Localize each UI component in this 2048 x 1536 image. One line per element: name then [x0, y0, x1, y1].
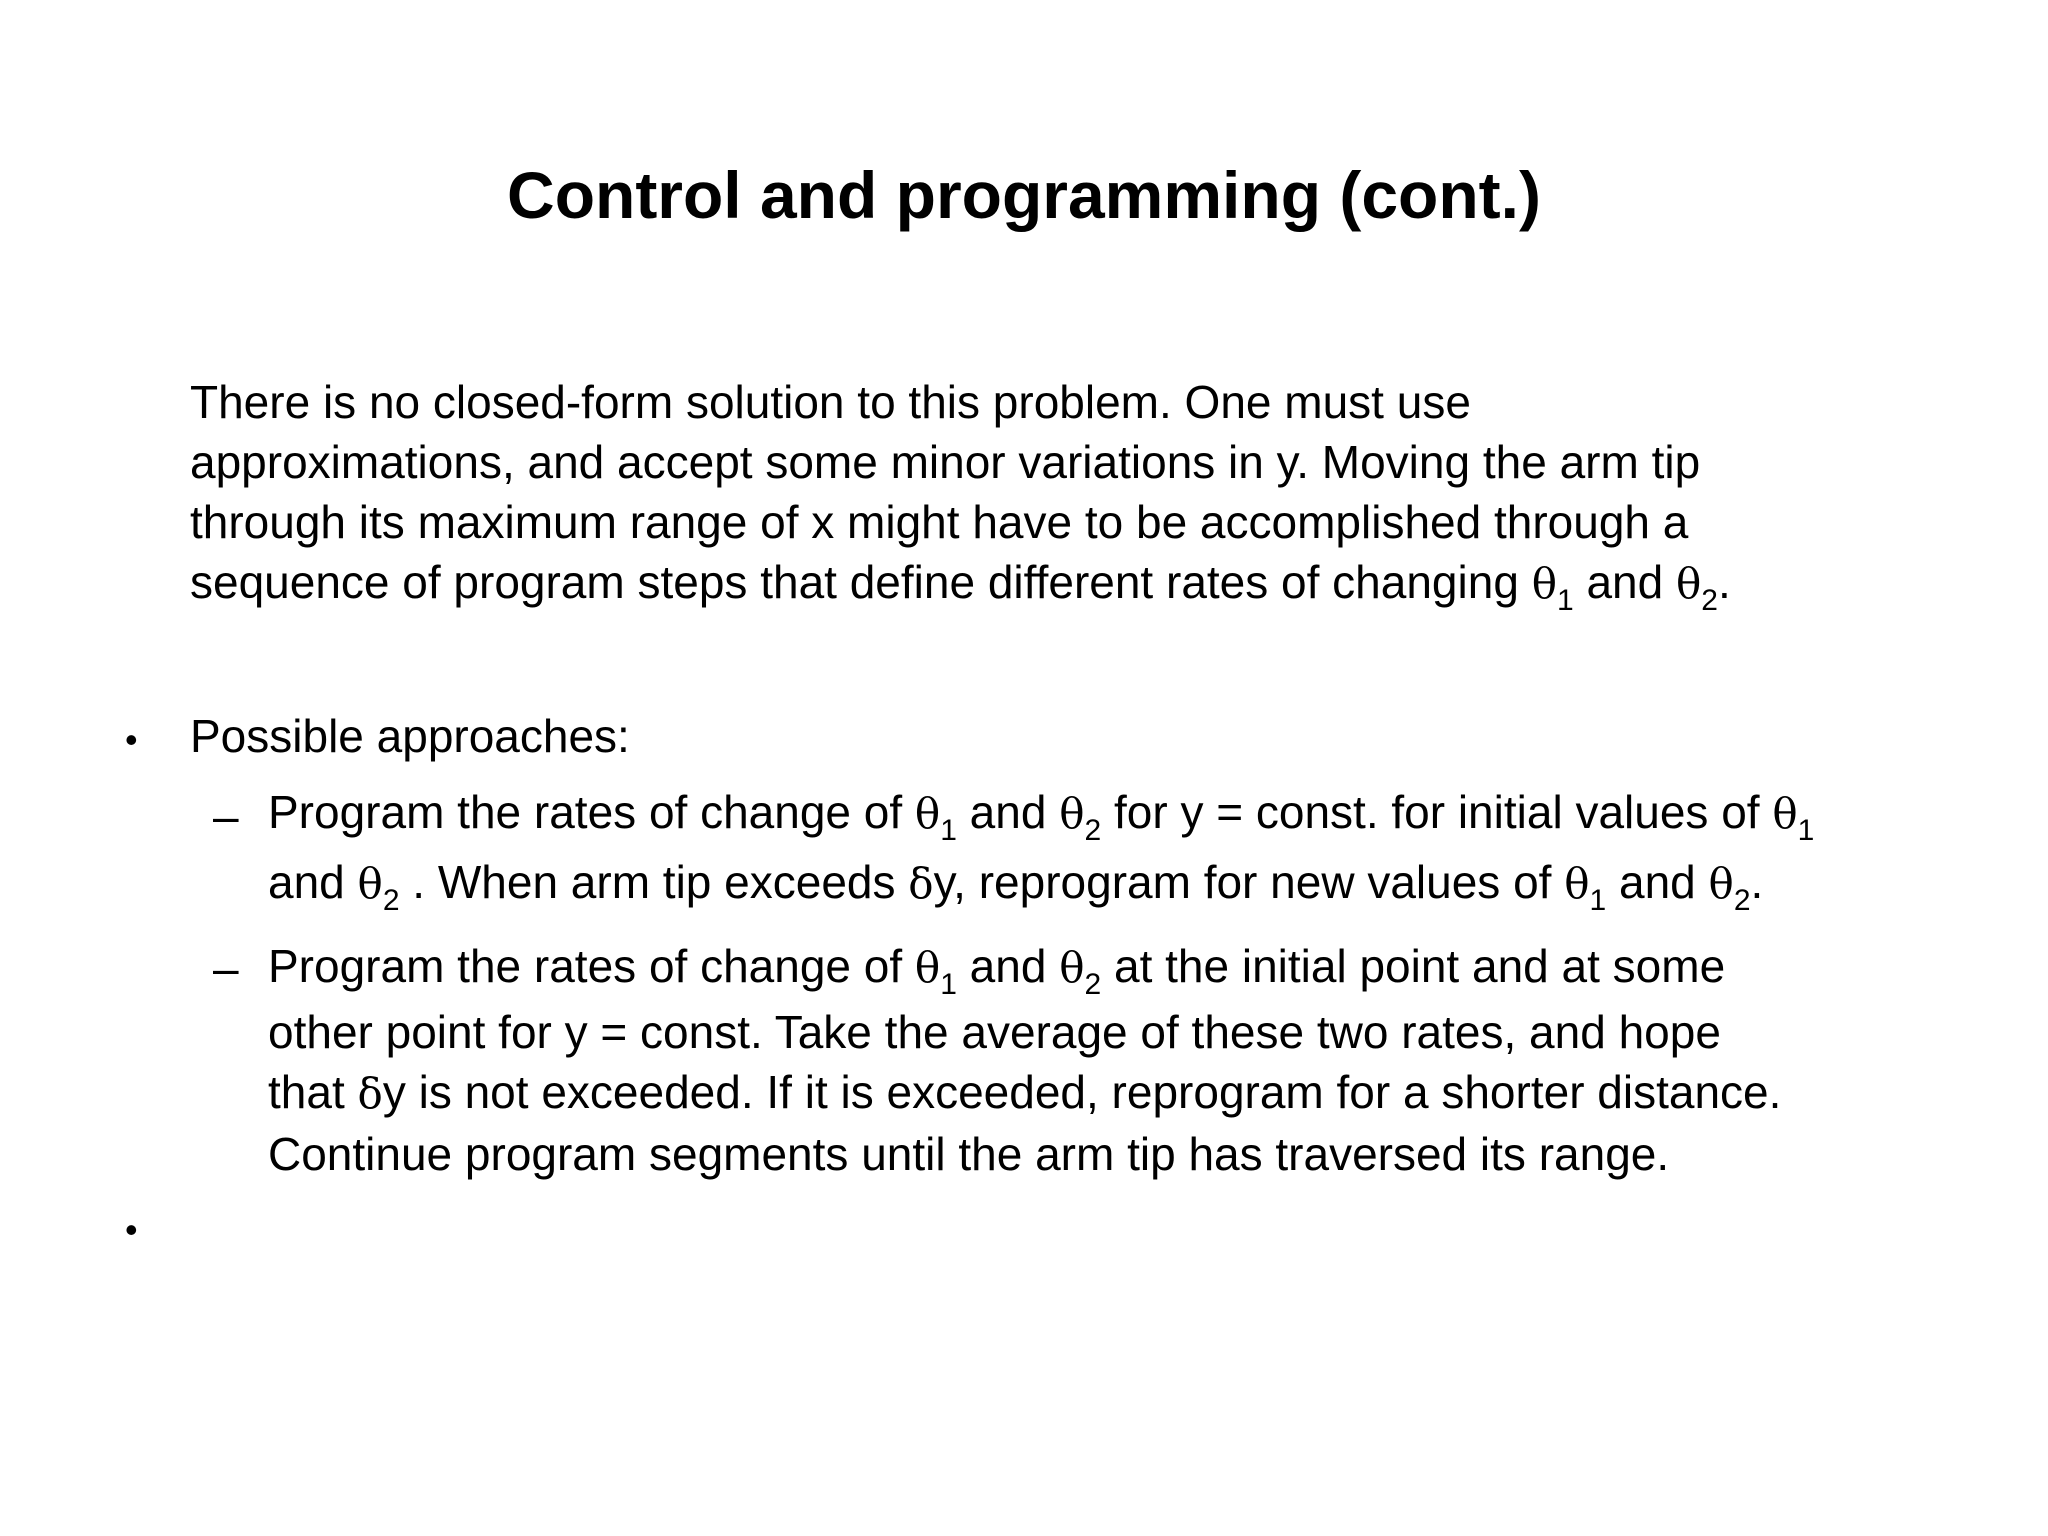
theta-symbol: θ [1708, 859, 1734, 908]
intro-line-4 [190, 552, 1990, 617]
approach-1-text-e: . When arm tip exceeds [399, 856, 909, 908]
approach-item-1 [268, 778, 2028, 918]
approach-2-text-a: Program the rates of change of [268, 940, 915, 992]
subscript-2: 2 [382, 884, 400, 917]
theta-symbol: θ [1531, 559, 1557, 608]
approach-2-text-l3a: that [268, 1066, 358, 1118]
approach-1-text-d: and [268, 856, 358, 908]
approach-2-text-l3b: y is not exceeded. If it is exceeded, reprogram for a shorter distance. [382, 1066, 1782, 1118]
delta-symbol: δ [908, 859, 934, 908]
subscript-1: 1 [1556, 584, 1574, 617]
period-text: . [1717, 556, 1731, 608]
approach-2-line-2: other point for y = const. Take the average of these two rates, and hope [268, 1006, 1721, 1058]
subscript-2: 2 [1084, 968, 1102, 1001]
theta-symbol: θ [357, 859, 383, 908]
approach-1-line-2 [268, 848, 2028, 918]
intro-line-3: through its maximum range of x might have to be accomplished through a [190, 496, 1689, 548]
approach-2-text-b: and [956, 940, 1060, 992]
theta-symbol: θ [1675, 559, 1702, 608]
approach-1-text-a: Program the rates of change of [268, 786, 915, 838]
approach-1-text-h: . [1750, 856, 1764, 908]
approach-1-line-1 [268, 778, 2028, 848]
intro-line-2: approximations, and accept some minor variations in y. Moving the arm tip [190, 436, 1701, 488]
intro-line-4-text: sequence of program steps that define different rates of changing [190, 556, 1532, 608]
intro-line-1: There is no closed-form solution to this problem. One must use [190, 376, 1471, 428]
intro-paragraph [190, 372, 1990, 617]
subscript-1: 1 [940, 814, 957, 847]
approach-2-line-4: Continue program segments until the arm tip has traversed its range. [268, 1128, 1670, 1180]
approach-1-text-b: and [956, 786, 1060, 838]
theta-symbol: θ [1059, 789, 1085, 838]
approach-1-text-g: and [1606, 856, 1709, 908]
delta-symbol: δ [357, 1069, 383, 1118]
theta-symbol: θ [1772, 789, 1798, 838]
theta-symbol: θ [1564, 859, 1590, 908]
approaches-label: Possible approaches: [190, 710, 630, 762]
approach-2-line-3 [268, 1062, 2028, 1124]
theta-symbol: θ [914, 789, 941, 838]
subscript-1: 1 [1797, 814, 1815, 847]
empty-bullet-marker: • [125, 1209, 138, 1250]
and-text: and [1573, 556, 1676, 608]
bullet-marker: • [125, 719, 138, 760]
theta-symbol: θ [914, 943, 941, 992]
subscript-2: 2 [1701, 584, 1718, 617]
approach-1-text-c: for y = const. for initial values of [1101, 786, 1773, 838]
approach-2-text-c: at the initial point and at some [1101, 940, 1726, 992]
approach-item-2 [268, 932, 2028, 1184]
dash-marker: – [213, 942, 239, 994]
theta-symbol: θ [1059, 943, 1085, 992]
subscript-2: 2 [1084, 814, 1102, 847]
approach-2-line-1 [268, 932, 2028, 1002]
subscript-1: 1 [940, 968, 957, 1001]
dash-marker: – [213, 790, 239, 842]
slide-title: Control and programming (cont.) [507, 158, 1541, 232]
subscript-2: 2 [1733, 884, 1751, 917]
subscript-1: 1 [1589, 884, 1607, 917]
approach-1-text-f: y, reprogram for new values of [933, 856, 1565, 908]
